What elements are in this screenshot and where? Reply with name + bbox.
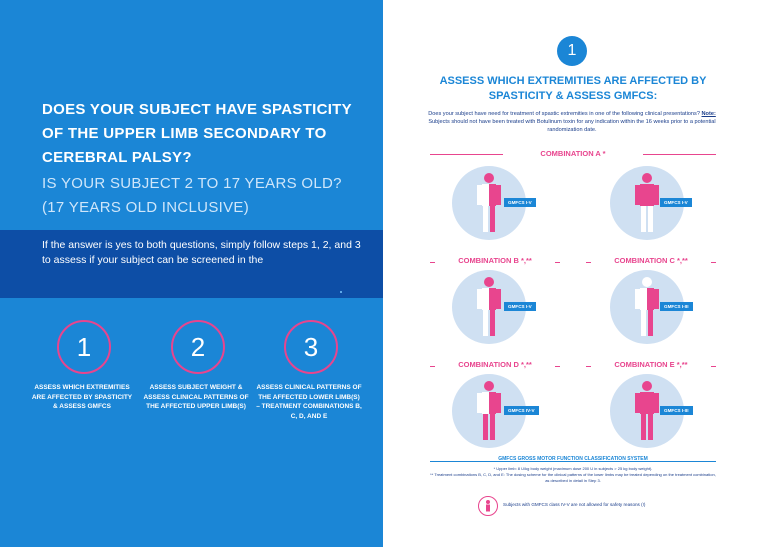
intro-text (422, 110, 722, 134)
step-2-text: ASSESS SUBJECT WEIGHT & ASSESS CLINICAL PATTERNS OF THE AFFECTED UPPER LIMB(S) (143, 384, 249, 410)
step-1-circle: 1 (57, 320, 111, 374)
footnotes (430, 466, 716, 484)
combo-a-tag-left: GMFCS I-V (504, 198, 536, 207)
combo-e-label: COMBINATION E *,** (591, 360, 711, 369)
step-2-circle: 2 (171, 320, 225, 374)
warning-figure-icon (478, 496, 498, 516)
step-3-text: ASSESS CLINICAL PATTERNS OF THE AFFECTED LOWER LIMB(S) – TREATMENT COMBINATIONS B, C, D, AND E (256, 384, 362, 420)
instruction-text: If the answer is yes to both questions, simply follow steps 1, 2, and 3 to assess if your subject can be screened in the (42, 239, 361, 266)
question-age: IS YOUR SUBJECT 2 TO 17 YEARS OLD? (17 YEARS OLD INCLUSIVE) (42, 175, 342, 216)
combo-e-tag: GMFCS I-III (660, 406, 693, 415)
body-figure-icon (632, 275, 662, 339)
body-figure-icon (632, 171, 662, 235)
footnote-2: ** Treatment combinations B, C, D, and E: The dosing scheme for the clinical patterns of the lower limbs may be treated depending on the treatment combination, as described in detail in Step 3. (430, 472, 716, 483)
combo-a-label: COMBINATION A * (503, 149, 643, 158)
body-figure-icon (632, 379, 662, 443)
step-number-badge: 1 (557, 36, 587, 66)
intro-question: Does your subject have need for treatment of spastic extremities in one of the following clinical presentations? (428, 111, 700, 117)
footnote-1: * Upper limb: 8 U/kg body weight (maximum dose 200 U in subjects > 25 kg body weight). (493, 466, 653, 471)
body-figure-icon (474, 171, 504, 235)
combo-a-tag-right: GMFCS I-V (660, 198, 692, 207)
note-text: Subjects should not have been treated with Botulinum toxin for any indication within the 16 weeks prior to a potential randomization date. (428, 119, 716, 133)
body-figure-icon (474, 275, 504, 339)
combo-b-tag: GMFCS I-V (504, 302, 536, 311)
warning-text: Subjects with GMFCS class IV-V are not allowed for safety reasons (!) (503, 502, 646, 507)
person-icon (479, 497, 497, 515)
body-figure-icon (474, 379, 504, 443)
combo-d-label: COMBINATION D *,** (435, 360, 555, 369)
combo-c-label: COMBINATION C *,** (591, 256, 711, 265)
combo-b-label: COMBINATION B *,** (435, 256, 555, 265)
gmfcs-title: GMFCS GROSS MOTOR FUNCTION CLASSIFICATION SYSTEM (498, 456, 648, 462)
combo-d-tag: GMFCS IV-V (504, 406, 539, 415)
decorative-dot (340, 291, 342, 293)
question-spasticity: DOES YOUR SUBJECT HAVE SPASTICITY OF THE UPPER LIMB SECONDARY TO CEREBRAL PALSY? (42, 101, 352, 166)
step-1-text: ASSESS WHICH EXTREMITIES ARE AFFECTED BY SPASTICITY & ASSESS GMFCS (31, 384, 133, 410)
note-label: Note: (701, 111, 716, 117)
step-title: ASSESS WHICH EXTREMITIES ARE AFFECTED BY SPASTICITY & ASSESS GMFCS: (439, 75, 707, 102)
combo-c-tag: GMFCS I-III (660, 302, 693, 311)
step-3-circle: 3 (284, 320, 338, 374)
